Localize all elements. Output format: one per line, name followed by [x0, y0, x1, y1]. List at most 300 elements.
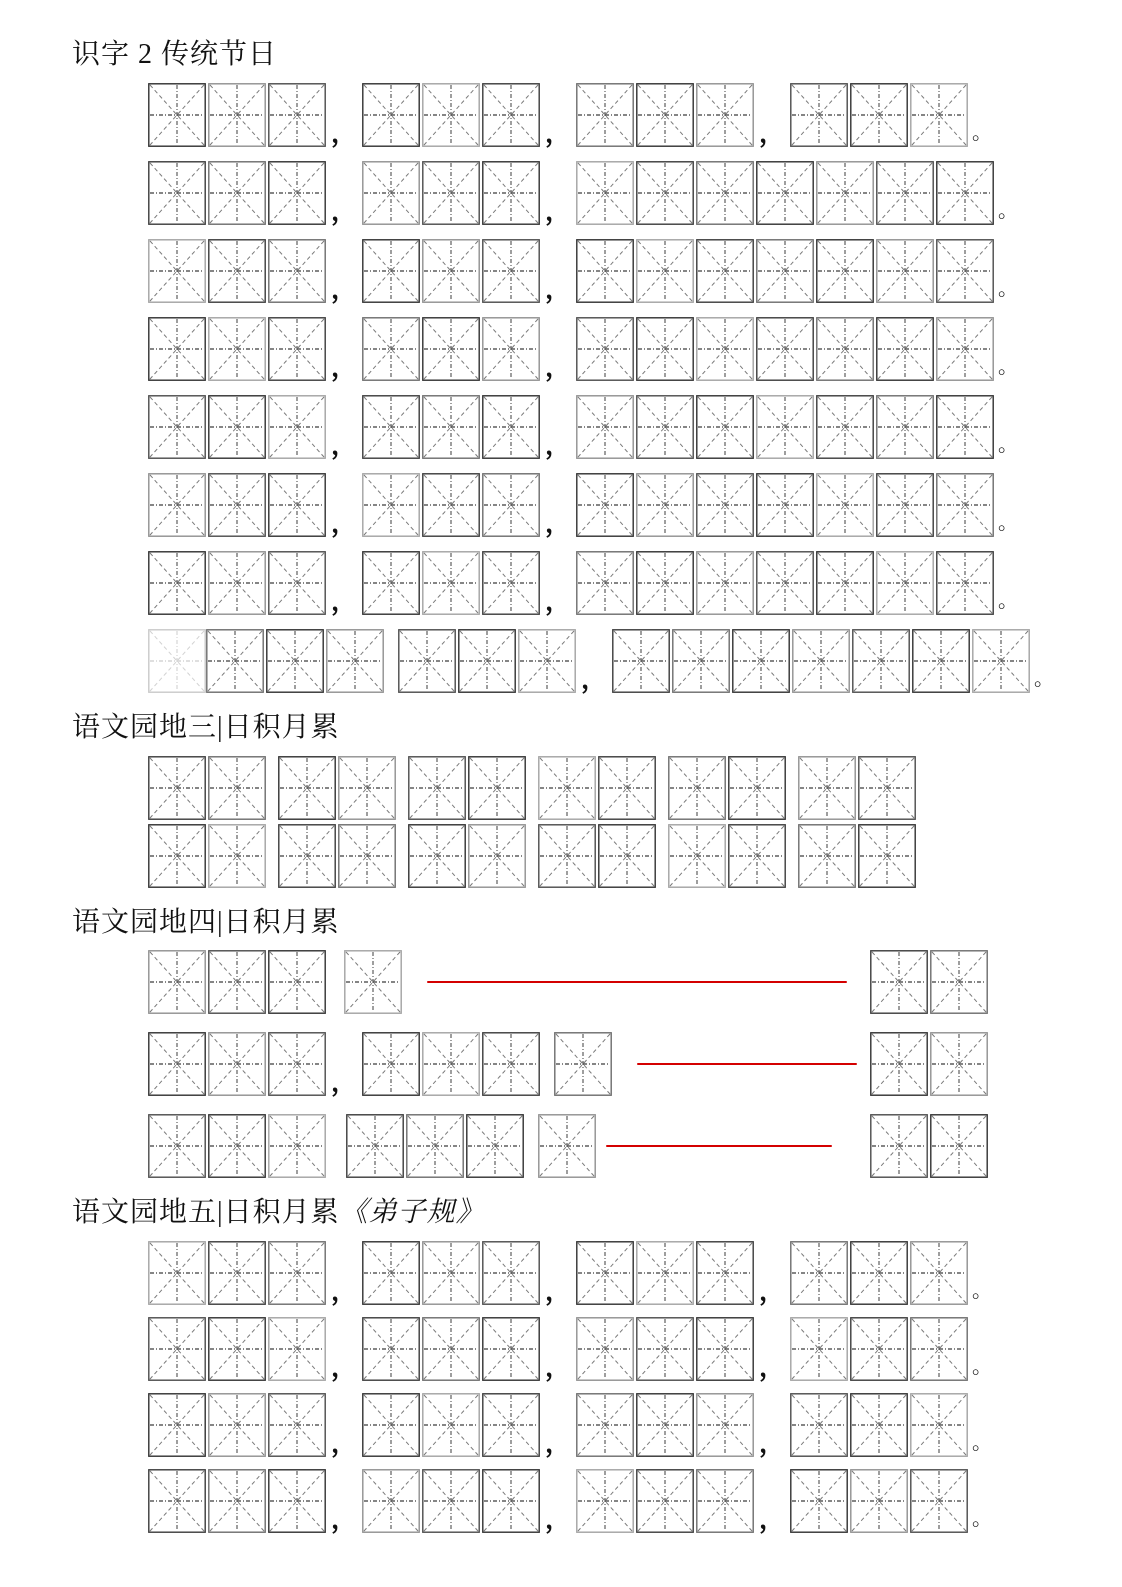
writing-grid-cell: [936, 551, 994, 615]
writing-grid-cell: [344, 950, 402, 1014]
gap-spacer: [326, 1146, 346, 1147]
writing-grid-cell: [208, 161, 266, 225]
writing-grid-cell: [422, 161, 480, 225]
writing-grid-cell: [482, 395, 540, 459]
grid-group: [344, 950, 402, 1014]
writing-grid-cell: [696, 551, 754, 615]
grid-group: [576, 239, 994, 303]
writing-grid-cell: [362, 473, 420, 537]
punctuation-comma: ，: [545, 118, 572, 148]
punctuation-comma: ，: [759, 118, 786, 148]
section-title-text: 语文园地四|日积月累: [72, 906, 340, 938]
gap-spacer: [656, 855, 668, 856]
writing-grid-cell: [482, 239, 540, 303]
writing-grid-cell: [576, 551, 634, 615]
punctuation-period: 。: [998, 589, 1019, 612]
punctuation-period: 。: [998, 199, 1019, 222]
writing-grid-cell: [636, 473, 694, 537]
writing-grid-cell: [910, 1393, 968, 1457]
gap-spacer: [384, 660, 398, 661]
writing-grid-cell: [398, 629, 456, 693]
grid-group: [576, 473, 994, 537]
gap-spacer: [266, 855, 278, 856]
grid-group: [362, 83, 540, 147]
answer-blank-line: [427, 981, 847, 983]
writing-grid-cell: [858, 824, 916, 888]
writing-grid-cell: [362, 1393, 420, 1457]
grid-row: [148, 629, 1122, 693]
grid-group: [148, 824, 266, 888]
writing-grid-cell: [148, 629, 206, 693]
writing-grid-cell: [790, 1317, 848, 1381]
writing-grid-cell: [362, 239, 420, 303]
grid-group: [148, 1114, 326, 1178]
writing-grid-cell: [538, 756, 596, 820]
writing-grid-cell: [466, 1114, 524, 1178]
writing-grid-cell: [696, 473, 754, 537]
grid-group: [278, 756, 396, 820]
grid-row: [148, 950, 988, 1014]
grid-row: [148, 317, 1122, 381]
gap-spacer: [524, 1146, 538, 1147]
answer-blank-line: [606, 1145, 832, 1147]
gap-spacer: [326, 982, 344, 983]
writing-grid-cell: [850, 1393, 908, 1457]
writing-grid-cell: [936, 473, 994, 537]
punctuation-comma: ，: [545, 430, 572, 460]
punctuation-comma: ，: [545, 1353, 572, 1383]
punctuation-comma: ，: [331, 196, 358, 226]
writing-grid-cell: [518, 629, 576, 693]
writing-grid-cell: [876, 161, 934, 225]
writing-grid-cell: [208, 1032, 266, 1096]
writing-grid-cell: [798, 824, 856, 888]
writing-grid-cell: [268, 1114, 326, 1178]
writing-grid-cell: [208, 824, 266, 888]
grid-group: [790, 83, 968, 147]
grid-group: [576, 1241, 754, 1305]
gap-spacer: [396, 787, 408, 788]
writing-grid-cell: [870, 1032, 928, 1096]
writing-grid-cell: [148, 1469, 206, 1533]
writing-grid-cell: [728, 824, 786, 888]
writing-grid-cell: [362, 1469, 420, 1533]
grid-group: [362, 317, 540, 381]
writing-grid-cell: [790, 1241, 848, 1305]
grid-row: [148, 756, 1122, 820]
grid-group: [148, 756, 266, 820]
grid-group: [576, 1393, 754, 1457]
writing-grid-cell: [408, 824, 466, 888]
writing-grid-cell: [482, 83, 540, 147]
writing-grid-cell: [468, 824, 526, 888]
punctuation-period: 。: [972, 1280, 993, 1303]
gap-spacer: [540, 1064, 554, 1065]
writing-grid-cell: [936, 395, 994, 459]
writing-grid-cell: [696, 83, 754, 147]
writing-grid-cell: [148, 239, 206, 303]
writing-grid-cell: [208, 239, 266, 303]
gap-spacer: [786, 787, 798, 788]
writing-grid-cell: [930, 1114, 988, 1178]
writing-grid-cell: [422, 551, 480, 615]
writing-grid-cell: [728, 756, 786, 820]
writing-grid-cell: [816, 239, 874, 303]
grid-group: [148, 551, 326, 615]
punctuation-period: 。: [972, 121, 993, 144]
writing-grid-cell: [362, 1317, 420, 1381]
grid-group: [148, 1032, 326, 1096]
grid-row: [148, 1114, 988, 1178]
grid-row: [148, 161, 1122, 225]
writing-grid-cell: [268, 317, 326, 381]
writing-grid-cell: [362, 83, 420, 147]
writing-grid-cell: [268, 1317, 326, 1381]
writing-grid-cell: [756, 239, 814, 303]
writing-grid-cell: [876, 317, 934, 381]
writing-grid-cell: [362, 395, 420, 459]
writing-grid-cell: [696, 1317, 754, 1381]
writing-grid-cell: [482, 1241, 540, 1305]
punctuation-comma: ，: [545, 1505, 572, 1535]
writing-grid-cell: [422, 1393, 480, 1457]
grid-group: [668, 824, 786, 888]
grid-row: [148, 551, 1122, 615]
writing-grid-cell: [148, 161, 206, 225]
punctuation-comma: ，: [545, 1277, 572, 1307]
grid-group: [362, 161, 540, 225]
gap-spacer: [266, 787, 278, 788]
writing-grid-cell: [208, 1469, 266, 1533]
writing-grid-cell: [148, 1393, 206, 1457]
writing-grid-cell: [208, 551, 266, 615]
grid-group: [148, 473, 326, 537]
writing-grid-cell: [936, 317, 994, 381]
section-title-text: 识字 2 传统节日: [72, 39, 278, 70]
writing-grid-cell: [576, 83, 634, 147]
grid-group: [668, 756, 786, 820]
grid-group: [554, 1032, 612, 1096]
grid-row: [148, 824, 1122, 888]
writing-grid-cell: [208, 950, 266, 1014]
writing-grid-cell: [148, 473, 206, 537]
writing-grid-cell: [266, 629, 324, 693]
writing-grid-cell: [816, 161, 874, 225]
writing-grid-cell: [208, 1393, 266, 1457]
writing-grid-cell: [850, 1241, 908, 1305]
grid-group: [148, 161, 326, 225]
writing-grid-cell: [278, 756, 336, 820]
section-s1: [72, 40, 1122, 693]
writing-grid-cell: [636, 317, 694, 381]
writing-grid-cell: [268, 551, 326, 615]
gap-spacer: [786, 855, 798, 856]
writing-grid-cell: [672, 629, 730, 693]
grid-row: [148, 1241, 1122, 1305]
punctuation-comma: ，: [545, 196, 572, 226]
writing-grid-cell: [790, 1393, 848, 1457]
writing-grid-cell: [268, 1032, 326, 1096]
grid-group: [148, 629, 206, 693]
punctuation-comma: ，: [331, 118, 358, 148]
writing-grid-cell: [816, 551, 874, 615]
grid-row: [148, 83, 1122, 147]
writing-grid-cell: [408, 756, 466, 820]
grid-group: [362, 1032, 540, 1096]
grid-group: [790, 1393, 968, 1457]
writing-grid-cell: [876, 239, 934, 303]
punctuation-comma: ，: [545, 274, 572, 304]
grid-group: [790, 1241, 968, 1305]
writing-grid-cell: [876, 551, 934, 615]
writing-grid-cell: [362, 551, 420, 615]
gap-spacer: [526, 787, 538, 788]
grid-group: [362, 1241, 540, 1305]
answer-blank-line: [637, 1063, 857, 1065]
writing-grid-cell: [850, 83, 908, 147]
writing-grid-cell: [208, 1241, 266, 1305]
punctuation-comma: ，: [331, 1353, 358, 1383]
section-title: [72, 713, 1122, 744]
writing-grid-cell: [268, 950, 326, 1014]
writing-grid-cell: [268, 83, 326, 147]
writing-grid-cell: [636, 1469, 694, 1533]
writing-grid-cell: [636, 161, 694, 225]
section-title: [72, 908, 1122, 939]
grid-group: [538, 756, 656, 820]
grid-group: [148, 1393, 326, 1457]
grid-group: [576, 1469, 754, 1533]
writing-grid-cell: [338, 824, 396, 888]
grid-group: [798, 824, 916, 888]
writing-grid-cell: [910, 1317, 968, 1381]
grid-row: [148, 1469, 1122, 1533]
writing-grid-cell: [148, 1032, 206, 1096]
punctuation-comma: ，: [545, 352, 572, 382]
writing-grid-cell: [482, 551, 540, 615]
writing-grid-cell: [268, 161, 326, 225]
grid-group: [576, 317, 994, 381]
writing-grid-cell: [268, 1241, 326, 1305]
writing-grid-cell: [268, 239, 326, 303]
writing-grid-cell: [208, 317, 266, 381]
punctuation-comma: ，: [759, 1353, 786, 1383]
writing-grid-cell: [598, 824, 656, 888]
grid-group: [148, 1469, 326, 1533]
writing-grid-cell: [636, 1317, 694, 1381]
writing-grid-cell: [850, 1469, 908, 1533]
punctuation-comma: ，: [331, 430, 358, 460]
writing-grid-cell: [148, 317, 206, 381]
writing-grid-cell: [422, 239, 480, 303]
writing-grid-cell: [910, 83, 968, 147]
punctuation-comma: ，: [581, 664, 608, 694]
writing-grid-cell: [668, 824, 726, 888]
writing-grid-cell: [756, 317, 814, 381]
grid-rows: [148, 950, 988, 1178]
writing-grid-cell: [362, 1241, 420, 1305]
writing-grid-cell: [346, 1114, 404, 1178]
writing-grid-cell: [422, 83, 480, 147]
grid-group: [148, 950, 326, 1014]
writing-grid-cell: [148, 551, 206, 615]
writing-grid-cell: [598, 756, 656, 820]
writing-grid-cell: [576, 395, 634, 459]
writing-grid-cell: [936, 239, 994, 303]
writing-grid-cell: [148, 950, 206, 1014]
grid-group: [576, 1317, 754, 1381]
punctuation-comma: ，: [331, 352, 358, 382]
writing-grid-cell: [482, 1469, 540, 1533]
grid-group: [148, 239, 326, 303]
grid-group: [870, 1114, 988, 1178]
writing-grid-cell: [576, 317, 634, 381]
punctuation-comma: ，: [331, 586, 358, 616]
grid-row: [148, 1393, 1122, 1457]
writing-grid-cell: [422, 1032, 480, 1096]
grid-group: [576, 83, 754, 147]
writing-grid-cell: [696, 1393, 754, 1457]
writing-grid-cell: [696, 1469, 754, 1533]
writing-grid-cell: [362, 1032, 420, 1096]
section-title: [72, 40, 1122, 71]
writing-grid-cell: [790, 83, 848, 147]
writing-grid-cell: [870, 950, 928, 1014]
section-title-text: 语文园地三|日积月累: [72, 711, 340, 743]
writing-grid-cell: [422, 473, 480, 537]
writing-grid-cell: [326, 629, 384, 693]
writing-grid-cell: [208, 395, 266, 459]
grid-row: [148, 1032, 988, 1096]
writing-grid-cell: [756, 395, 814, 459]
grid-group: [870, 950, 988, 1014]
gap-spacer: [396, 855, 408, 856]
punctuation-period: 。: [998, 355, 1019, 378]
grid-group: [538, 824, 656, 888]
grid-group: [398, 629, 576, 693]
writing-grid-cell: [538, 1114, 596, 1178]
punctuation-period: 。: [998, 433, 1019, 456]
grid-row: [148, 395, 1122, 459]
grid-group: [362, 1317, 540, 1381]
writing-grid-cell: [732, 629, 790, 693]
punctuation-period: 。: [972, 1356, 993, 1379]
writing-grid-cell: [148, 1317, 206, 1381]
grid-group: [576, 395, 994, 459]
grid-group: [870, 1032, 988, 1096]
writing-grid-cell: [576, 473, 634, 537]
writing-grid-cell: [148, 756, 206, 820]
grid-group: [148, 83, 326, 147]
writing-grid-cell: [850, 1317, 908, 1381]
grid-group: [576, 551, 994, 615]
punctuation-period: 。: [998, 511, 1019, 534]
grid-group: [148, 1317, 326, 1381]
writing-grid-cell: [576, 161, 634, 225]
writing-grid-cell: [422, 317, 480, 381]
punctuation-period: 。: [1034, 667, 1055, 690]
writing-grid-cell: [790, 1469, 848, 1533]
writing-grid-cell: [148, 824, 206, 888]
writing-grid-cell: [910, 1469, 968, 1533]
writing-grid-cell: [756, 473, 814, 537]
punctuation-comma: ，: [331, 1429, 358, 1459]
punctuation-period: 。: [972, 1508, 993, 1531]
writing-grid-cell: [636, 395, 694, 459]
writing-grid-cell: [696, 317, 754, 381]
grid-row: [148, 473, 1122, 537]
writing-grid-cell: [362, 161, 420, 225]
section-title-text: 语文园地五|日积月累: [72, 1197, 340, 1229]
punctuation-comma: ，: [331, 1068, 358, 1098]
writing-grid-cell: [268, 473, 326, 537]
gap-spacer: [656, 787, 668, 788]
grid-group: [362, 239, 540, 303]
grid-group: [206, 629, 384, 693]
punctuation-comma: ，: [545, 586, 572, 616]
grid-row: [148, 1317, 1122, 1381]
writing-grid-cell: [148, 83, 206, 147]
writing-grid-cell: [148, 395, 206, 459]
grid-group: [362, 1393, 540, 1457]
writing-grid-cell: [792, 629, 850, 693]
writing-grid-cell: [936, 161, 994, 225]
grid-group: [362, 395, 540, 459]
section-title: [72, 1198, 1122, 1229]
writing-grid-cell: [576, 1393, 634, 1457]
writing-grid-cell: [696, 395, 754, 459]
writing-grid-cell: [930, 950, 988, 1014]
writing-grid-cell: [696, 161, 754, 225]
section-s2: [72, 713, 1122, 888]
grid-group: [346, 1114, 524, 1178]
grid-group: [612, 629, 1030, 693]
writing-grid-cell: [930, 1032, 988, 1096]
writing-grid-cell: [422, 395, 480, 459]
grid-group: [538, 1114, 596, 1178]
writing-grid-cell: [816, 395, 874, 459]
writing-grid-cell: [148, 1241, 206, 1305]
writing-grid-cell: [756, 551, 814, 615]
writing-grid-cell: [468, 756, 526, 820]
writing-grid-cell: [458, 629, 516, 693]
writing-grid-cell: [554, 1032, 612, 1096]
writing-grid-cell: [422, 1241, 480, 1305]
writing-grid-cell: [576, 1469, 634, 1533]
writing-grid-cell: [636, 1393, 694, 1457]
writing-grid-cell: [482, 1032, 540, 1096]
writing-grid-cell: [422, 1317, 480, 1381]
punctuation-comma: ，: [545, 1429, 572, 1459]
grid-group: [362, 551, 540, 615]
writing-grid-cell: [268, 1469, 326, 1533]
grid-row: [148, 239, 1122, 303]
writing-grid-cell: [206, 629, 264, 693]
punctuation-comma: ，: [545, 508, 572, 538]
writing-grid-cell: [268, 395, 326, 459]
grid-group: [790, 1317, 968, 1381]
grid-group: [362, 1469, 540, 1533]
section-s3: [72, 908, 1122, 1179]
writing-grid-cell: [876, 395, 934, 459]
writing-grid-cell: [696, 239, 754, 303]
punctuation-period: 。: [998, 277, 1019, 300]
gap-spacer: [526, 855, 538, 856]
writing-grid-cell: [636, 239, 694, 303]
punctuation-period: 。: [972, 1432, 993, 1455]
writing-grid-cell: [696, 1241, 754, 1305]
writing-grid-cell: [612, 629, 670, 693]
